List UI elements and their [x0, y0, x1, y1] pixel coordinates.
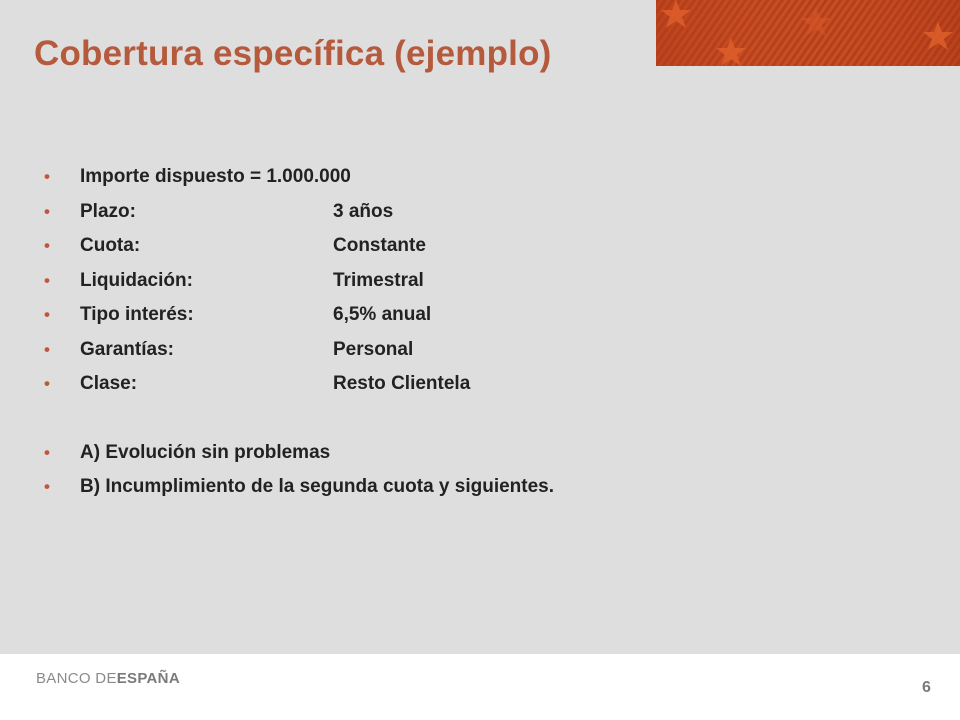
- item-value: Resto Clientela: [333, 373, 471, 394]
- item-label: Clase:: [80, 373, 138, 394]
- item-label: Cuota:: [80, 235, 141, 256]
- bullet-icon: •: [44, 442, 50, 462]
- scenario-text: A) Evolución sin problemas: [80, 441, 331, 463]
- footer: [0, 654, 960, 720]
- flag-banner-graphic: [656, 0, 960, 66]
- page-number: 6: [922, 679, 931, 696]
- item-label: Plazo:: [80, 200, 136, 222]
- bullet-icon: •: [44, 339, 50, 359]
- logo-text-regular: BANCO DE: [36, 670, 117, 687]
- bullet-icon: •: [44, 236, 50, 255]
- bullet-icon: •: [44, 477, 50, 496]
- bullet-icon: •: [44, 167, 50, 186]
- item-value: 6,5% anual: [333, 304, 432, 325]
- slide-title: Cobertura específica (ejemplo): [34, 34, 552, 73]
- bullet-icon: •: [44, 374, 50, 393]
- item-value: Trimestral: [333, 269, 424, 291]
- item-label: Liquidación:: [80, 269, 193, 291]
- item-label: Importe dispuesto = 1.000.000: [80, 166, 351, 187]
- item-value: Constante: [333, 235, 426, 256]
- scenario-text: B) Incumplimiento de la segunda cuota y siguientes.: [80, 476, 555, 497]
- item-label: Garantías:: [80, 338, 174, 360]
- item-label: Tipo interés:: [80, 304, 194, 325]
- bullet-icon: •: [44, 305, 50, 324]
- bullet-icon: •: [44, 201, 50, 221]
- bullet-icon: •: [44, 270, 50, 290]
- logo: [36, 670, 180, 687]
- item-value: Personal: [333, 338, 414, 360]
- item-value: 3 años: [333, 200, 394, 222]
- flag-banner: [656, 0, 960, 66]
- logo-text-bold: ESPAÑA: [116, 670, 180, 687]
